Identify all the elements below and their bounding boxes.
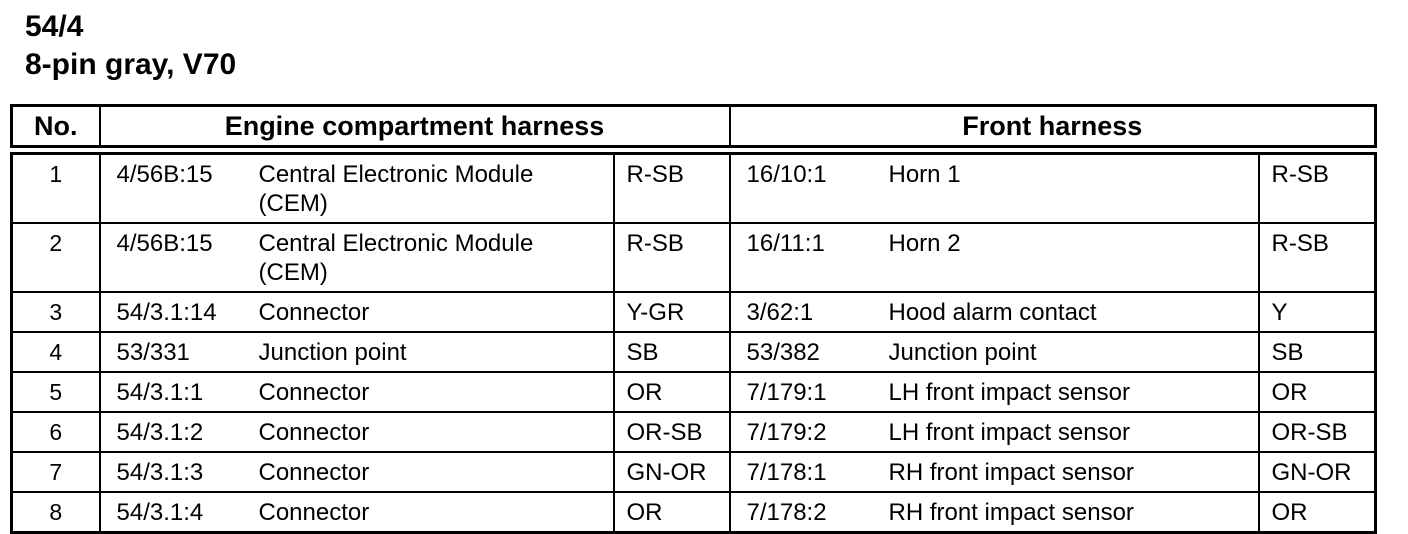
engine-harness-wire-color: GN-OR [614, 452, 730, 492]
column-header-engine-compartment-harness: Engine compartment harness [100, 106, 730, 151]
engine-harness-wire-color: R-SB [614, 150, 730, 223]
pin-number: 6 [12, 412, 100, 452]
pin-number: 2 [12, 223, 100, 292]
engine-harness-component-code: 4/56B:15 [100, 223, 257, 292]
engine-harness-component-description: Connector [257, 292, 614, 332]
table-row [12, 412, 1376, 452]
front-harness-component-description: RH front impact sensor [887, 452, 1259, 492]
front-harness-wire-color: SB [1259, 332, 1376, 372]
front-harness-component-code: 16/11:1 [730, 223, 887, 292]
front-harness-wire-color: OR-SB [1259, 412, 1376, 452]
front-harness-component-code: 3/62:1 [730, 292, 887, 332]
table-row [12, 452, 1376, 492]
front-harness-wire-color: Y [1259, 292, 1376, 332]
engine-harness-component-description: Junction point [257, 332, 614, 372]
front-harness-component-description: LH front impact sensor [887, 372, 1259, 412]
front-harness-component-code: 53/382 [730, 332, 887, 372]
engine-harness-component-description: Central Electronic Module (CEM) [257, 223, 614, 292]
engine-harness-component-code: 54/3.1:14 [100, 292, 257, 332]
front-harness-wire-color: R-SB [1259, 150, 1376, 223]
table-row [12, 492, 1376, 533]
engine-harness-component-description: Connector [257, 452, 614, 492]
table-row [12, 150, 1376, 223]
front-harness-component-description: Horn 2 [887, 223, 1259, 292]
front-harness-component-description: Junction point [887, 332, 1259, 372]
front-harness-component-description: LH front impact sensor [887, 412, 1259, 452]
front-harness-component-description: RH front impact sensor [887, 492, 1259, 533]
engine-harness-component-code: 54/3.1:3 [100, 452, 257, 492]
front-harness-wire-color: OR [1259, 372, 1376, 412]
table-row [12, 332, 1376, 372]
engine-harness-component-code: 4/56B:15 [100, 150, 257, 223]
front-harness-component-description: Hood alarm contact [887, 292, 1259, 332]
engine-harness-component-description: Connector [257, 492, 614, 533]
front-harness-component-code: 7/178:2 [730, 492, 887, 533]
table-row [12, 372, 1376, 412]
engine-harness-component-description: Connector [257, 372, 614, 412]
engine-harness-component-code: 54/3.1:4 [100, 492, 257, 533]
table-row [12, 223, 1376, 292]
front-harness-wire-color: OR [1259, 492, 1376, 533]
engine-harness-component-code: 54/3.1:1 [100, 372, 257, 412]
pin-number: 1 [12, 150, 100, 223]
engine-harness-wire-color: OR-SB [614, 412, 730, 452]
front-harness-component-code: 7/178:1 [730, 452, 887, 492]
header-row [12, 106, 1376, 151]
front-harness-component-code: 7/179:2 [730, 412, 887, 452]
column-header-no: No. [12, 106, 100, 151]
table-body [12, 150, 1376, 533]
pin-number: 8 [12, 492, 100, 533]
engine-harness-wire-color: OR [614, 372, 730, 412]
engine-harness-component-description: Central Electronic Module (CEM) [257, 150, 614, 223]
front-harness-component-code: 16/10:1 [730, 150, 887, 223]
pin-number: 4 [12, 332, 100, 372]
engine-harness-component-code: 54/3.1:2 [100, 412, 257, 452]
engine-harness-wire-color: OR [614, 492, 730, 533]
front-harness-wire-color: GN-OR [1259, 452, 1376, 492]
engine-harness-wire-color: Y-GR [614, 292, 730, 332]
engine-harness-component-description: Connector [257, 412, 614, 452]
front-harness-component-description: Horn 1 [887, 150, 1259, 223]
engine-harness-wire-color: R-SB [614, 223, 730, 292]
table-header [12, 106, 1376, 151]
table-row [12, 292, 1376, 332]
page-title: 54/4 [25, 10, 84, 43]
page-subtitle: 8-pin gray, V70 [25, 48, 237, 81]
pin-number: 7 [12, 452, 100, 492]
front-harness-wire-color: R-SB [1259, 223, 1376, 292]
column-header-front-harness: Front harness [730, 106, 1376, 151]
pin-number: 3 [12, 292, 100, 332]
title-block [0, 0, 1408, 84]
pin-number: 5 [12, 372, 100, 412]
connector-pinout-table [10, 104, 1377, 534]
engine-harness-component-code: 53/331 [100, 332, 257, 372]
front-harness-component-code: 7/179:1 [730, 372, 887, 412]
engine-harness-wire-color: SB [614, 332, 730, 372]
